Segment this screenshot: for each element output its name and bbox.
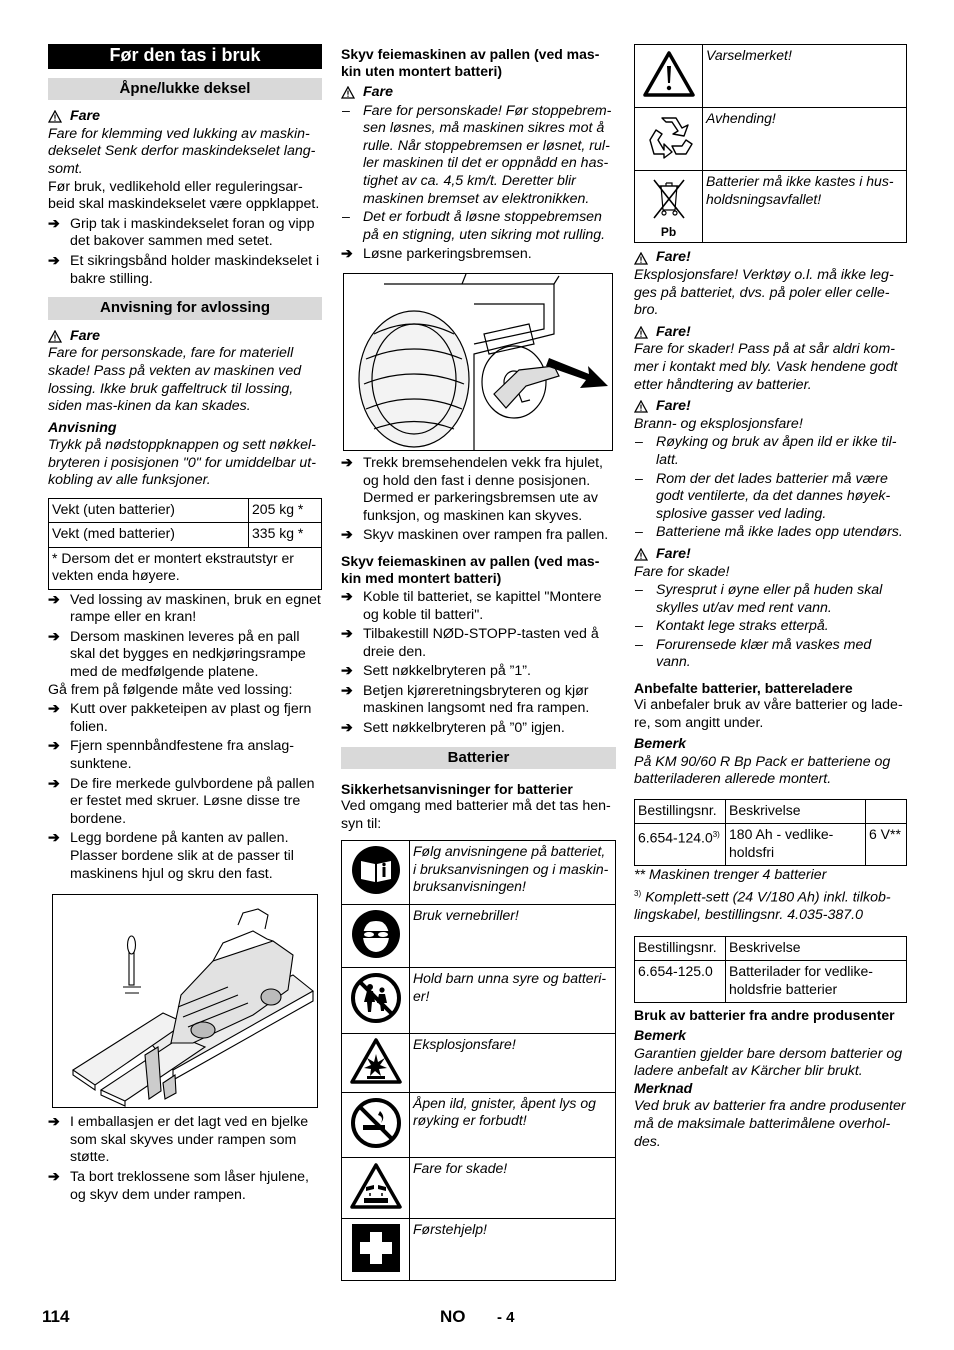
arrow-icon: ➔ <box>48 775 60 792</box>
unloading-ramp-figure <box>52 894 318 1108</box>
symbol-description: Batterier må ikke kastes i hus-holdsningsavfallet! <box>703 171 907 243</box>
arrow-icon: ➔ <box>48 830 60 847</box>
list-item: ➔ De fire merkede gulvbordene på pallen er festet med skruer. Løsne disse tre bordene. <box>48 775 315 827</box>
table-row <box>342 968 616 1033</box>
warning-triangle-icon <box>634 252 648 265</box>
arrow-icon: ➔ <box>48 591 60 608</box>
section-title-unloading: Anvisning for avlossing <box>48 297 322 320</box>
table-row: 6.654-125.0 Batterilader for vedlike-holdsfrie batterier <box>635 961 907 1003</box>
table-footnote: ** Maskinen trenger 4 batterier <box>634 867 827 884</box>
subheading: Bruk av batterier fra andre produsenter <box>634 1006 895 1023</box>
arrow-icon: ➔ <box>341 663 353 680</box>
list-item: – Kontakt lege straks etterpå. <box>635 618 829 635</box>
sub-page-number: - 4 <box>497 1309 515 1326</box>
subheading: Skyv feiemaskinen av pallen (ved mas-kin med montert batteri) <box>341 552 600 586</box>
danger-list <box>634 582 907 672</box>
warning-heading <box>341 84 616 102</box>
warning-triangle-icon <box>48 110 62 123</box>
language-code: NO <box>440 1307 466 1326</box>
list-item: ➔ Løsne parkeringsbremsen. <box>341 246 532 263</box>
table-footnote: $^{3)}$ Komplett-sett (24 V/180 Ah) inkl. tilkob-lingskabel, bestillingsnr. 4.035-387.0 <box>634 888 891 924</box>
danger-heading <box>634 546 907 564</box>
list-item: – Rom der det lades batterier må være godt ventilerte, da det dannes høyek-splosive gasser ved lading. <box>635 470 891 522</box>
charger-table <box>634 936 907 1003</box>
step-list <box>48 216 322 288</box>
section-title-cover: Åpne/lukke deksel <box>48 78 322 101</box>
note-text: Trykk på nødstoppknappen og sett nøkkel-bryteren i posisjonen "0" for umiddelbar ut-kobling av alle funksjoner. <box>48 437 316 489</box>
first-aid-icon <box>352 1224 400 1272</box>
column-1 <box>48 44 322 1204</box>
table-row <box>342 1158 616 1219</box>
danger-label: Fare! <box>656 249 691 266</box>
table-row: 6.654-124.0$^{3)}$ 180 Ah - vedlike-holdsfri 6 V** <box>635 824 907 866</box>
danger-label: Fare! <box>656 323 691 340</box>
column-3 <box>634 44 907 1151</box>
symbol-description: Følg anvisningene på batteriet, i bruksanvisningen og i maskin-bruksanvisningen! <box>410 841 616 904</box>
list-item: – Batteriene må ikke lades opp utendørs. <box>635 524 903 541</box>
note-label: Merknad <box>634 1080 693 1097</box>
list-item: ➔ Grip tak i maskindekselet foran og vipp det bakover sammen med setet. <box>48 215 315 250</box>
list-item: ➔ Sett nøkkelbryteren på ”1”. <box>341 663 531 680</box>
symbol-description: Førstehjelp! <box>410 1219 616 1281</box>
symbol-description: Avhending! <box>703 108 907 171</box>
list-item: ➔ Et sikringsbånd holder maskindekselet i bakre stilling. <box>48 252 320 287</box>
brake-lever-figure <box>343 273 613 451</box>
warning-label: Fare <box>363 84 393 100</box>
recycling-icon <box>642 112 696 162</box>
table-row: Bestillingsnr. Beskrivelse <box>635 800 907 824</box>
table-row <box>635 108 907 171</box>
list-item: – Fare for personskade! Før stoppebrem-sen løsnes, må maskinen sikres mot å rulle. Når stoppebremsen er løsnet, rul-ler maskinen til det er oppnådd en has-tighet av ca. 4,5 km/t. Deretter blir maskinen bremset av elektronikken. <box>342 102 612 207</box>
arrow-icon: ➔ <box>341 454 353 471</box>
arrow-icon: ➔ <box>341 720 353 737</box>
symbol-description: Eksplosjonsfare! <box>410 1033 616 1092</box>
symbol-description: Fare for skade! <box>410 1158 616 1219</box>
machine-on-pallet-illustration <box>53 895 317 1107</box>
step-list <box>341 527 616 545</box>
subheading: Skyv feiemaskinen av pallen (ved mas-kin uten montert batteri) <box>341 46 600 79</box>
list-item: ➔ Dersom maskinen leveres på en pall skal det bygges en nedkjøringsrampe med de medfølgende platene. <box>48 628 306 681</box>
table-row <box>342 841 616 904</box>
arrow-icon: ➔ <box>48 628 60 645</box>
list-item: – Syresprut i øyne eller på huden skal skylles ut/av med rent vann. <box>635 582 883 616</box>
arrow-icon: ➔ <box>341 626 353 643</box>
list-item: ➔ Fjern spennbåndfestene fra anslag-sunktene. <box>48 738 294 773</box>
table-row: Bestillingsnr. Beskrivelse <box>635 936 907 960</box>
list-item: – Det er forbudt å løsne stoppebremsen på en stigning, uten sikring mot rulling. <box>342 209 606 243</box>
arrow-icon: ➔ <box>48 701 60 718</box>
battery-table <box>634 799 907 866</box>
arrow-icon: ➔ <box>48 252 60 269</box>
danger-text: Fare for skade! <box>634 563 730 580</box>
step-list <box>341 589 616 738</box>
warning-sign-icon <box>642 50 696 98</box>
remark-text: På KM 90/60 R Bp Pack er batteriene og batteriladeren allerede montert. <box>634 753 891 788</box>
warning-triangle-icon <box>341 86 355 99</box>
danger-text: Eksplosjonsfare! Verktøy o.l. må ikke leg-ges på batteriet, dvs. på poler eller celle-bro. <box>634 267 894 319</box>
warning-triangle-icon <box>48 330 62 343</box>
arrow-icon: ➔ <box>341 246 353 263</box>
table-row <box>635 45 907 108</box>
list-item: ➔ Tilbakestill NØD-STOPP-tasten ved å dreie den. <box>341 626 599 660</box>
danger-heading <box>634 324 907 342</box>
table-row <box>342 1219 616 1281</box>
list-item: ➔ Koble til batteriet, se kapittel "Montere og koble til batteri". <box>341 588 602 623</box>
body-text: Før bruk, vedlikehold eller reguleringsar-beid skal maskindekselet være oppklappet. <box>48 178 320 213</box>
safety-goggles-icon <box>351 909 401 959</box>
brake-lever-illustration <box>344 274 614 450</box>
danger-text: Brann- og eksplosjonsfare! <box>634 415 803 432</box>
step-list <box>341 455 616 490</box>
warning-label: Fare <box>70 108 100 125</box>
lead-label: Pb <box>660 225 677 240</box>
crossed-out-bin-icon <box>649 176 689 222</box>
battery-symbol-table <box>634 44 907 243</box>
danger-label: Fare! <box>656 398 691 415</box>
table-row <box>635 171 907 243</box>
subheading: Sikkerhetsanvisninger for batterier <box>341 781 573 798</box>
safety-symbol-table <box>341 840 616 1281</box>
section-title-batteries: Batterier <box>341 747 616 770</box>
list-item: – Røyking og bruk av åpen ild er ikke til-latt. <box>635 434 897 468</box>
subheading: Anbefalte batterier, battereladere <box>634 680 853 697</box>
danger-heading <box>634 398 907 416</box>
arrow-icon: ➔ <box>341 588 353 605</box>
weight-table <box>48 498 322 590</box>
note-label: Anvisning <box>48 419 117 436</box>
warning-triangle-icon <box>634 326 648 339</box>
read-manual-icon <box>351 845 401 895</box>
keep-children-away-icon <box>350 972 402 1024</box>
body-text: Dermed er parkeringsbremsen ute av funksjon, og maskinen kan skyves. <box>363 490 598 524</box>
warning-triangle-icon <box>634 548 648 561</box>
list-item: ➔ Trekk bremsehendelen vekk fra hjulet, og hold den fast i denne posisjonen. <box>341 454 603 489</box>
table-row <box>342 1033 616 1092</box>
warning-heading <box>48 328 322 346</box>
body-text: Ved omgang med batterier må det tas hen-syn til: <box>341 798 611 832</box>
arrow-icon: ➔ <box>341 682 353 699</box>
list-item: ➔ I emballasjen er det lagt ved en bjelke som skal skyves under rampen som støtte. <box>48 1114 309 1166</box>
warning-triangle-icon <box>634 400 648 413</box>
warning-heading <box>48 108 322 126</box>
symbol-description: Hold barn unna syre og batteri-er! <box>410 968 616 1033</box>
warning-label: Fare <box>70 327 100 344</box>
list-item: ➔ Kutt over pakketeipen av plast og fjern folien. <box>48 701 312 735</box>
body-text: Vi anbefaler bruk av våre batterier og lade-re, som angitt under. <box>634 697 903 731</box>
remark-text: Garantien gjelder bare dersom batterier og ladere anbefalt av Kärcher blir brukt. <box>634 1045 903 1080</box>
arrow-icon: ➔ <box>341 527 353 544</box>
warning-text: Fare for klemming ved lukking av maskin-dekselet Senk derfor maskindekselet lang-somt. <box>48 125 316 177</box>
table-row: Vekt (med batterier) 335 kg * <box>49 523 322 547</box>
arrow-icon: ➔ <box>48 738 60 755</box>
symbol-description: Bruk vernebriller! <box>410 904 616 967</box>
list-item: ➔ Sett nøkkelbryteren på ”0” igjen. <box>341 720 565 737</box>
danger-text: Fare for skader! Pass på at sår aldri kom-mer i kontakt med bly. Vask hendene godt etter håndtering av batterier. <box>634 341 898 393</box>
page-number: 114 <box>42 1307 70 1326</box>
table-row <box>342 904 616 967</box>
danger-heading <box>634 249 907 267</box>
no-open-flame-icon <box>350 1097 402 1149</box>
list-item: – Forurensede klær må vaskes med vann. <box>635 636 872 671</box>
list-item: ➔ Legg bordene på kanten av pallen. Plasser bordene slik at de passer til maskinens hjul og skru den fast. <box>48 830 294 882</box>
step-list <box>48 592 322 682</box>
arrow-icon: ➔ <box>48 1168 60 1185</box>
symbol-description: Åpen ild, gnister, åpent lys og røyking er forbudt! <box>410 1093 616 1158</box>
table-row: * Dersom det er montert ekstrautstyr er vekten enda høyere. <box>49 547 322 589</box>
list-item: ➔ Betjen kjøreretningsbryteren og kjør maskinen langsomt ned fra rampen. <box>341 682 590 717</box>
remark-label: Bemerk <box>634 1027 687 1044</box>
body-text: Gå frem på følgende måte ved lossing: <box>48 681 293 698</box>
danger-label: Fare! <box>656 545 691 562</box>
step-list <box>341 246 616 264</box>
list-item: ➔ Ved lossing av maskinen, bruk en egnet rampe eller en kran! <box>48 591 321 626</box>
remark-label: Bemerk <box>634 736 687 753</box>
arrow-icon: ➔ <box>48 1114 60 1131</box>
note-text: Ved bruk av batterier fra andre produsenter må de maksimale batterimålene overhol-des. <box>634 1098 906 1150</box>
step-list <box>48 1114 322 1204</box>
table-row <box>342 1093 616 1158</box>
corrosive-hazard-icon <box>350 1163 402 1209</box>
warning-list <box>341 103 616 245</box>
main-title: Før den tas i bruk <box>48 44 322 69</box>
arrow-icon: ➔ <box>48 215 60 232</box>
column-2 <box>341 44 616 1281</box>
table-row: Vekt (uten batterier) 205 kg * <box>49 499 322 523</box>
explosion-hazard-icon <box>350 1038 402 1084</box>
list-item: ➔ Skyv maskinen over rampen fra pallen. <box>341 527 609 544</box>
list-item: ➔ Ta bort treklossene som låser hjulene, og skyv dem under rampen. <box>48 1168 309 1203</box>
danger-list <box>634 434 907 542</box>
warning-text: Fare for personskade, fare for materiell skade! Pass på vekten av maskinen ved lossing. Ikke bruk gaffeltruck til lossing, siden mas-kinen da kan skades. <box>48 345 302 415</box>
step-list <box>48 701 322 883</box>
symbol-description: Varselmerket! <box>703 45 907 108</box>
